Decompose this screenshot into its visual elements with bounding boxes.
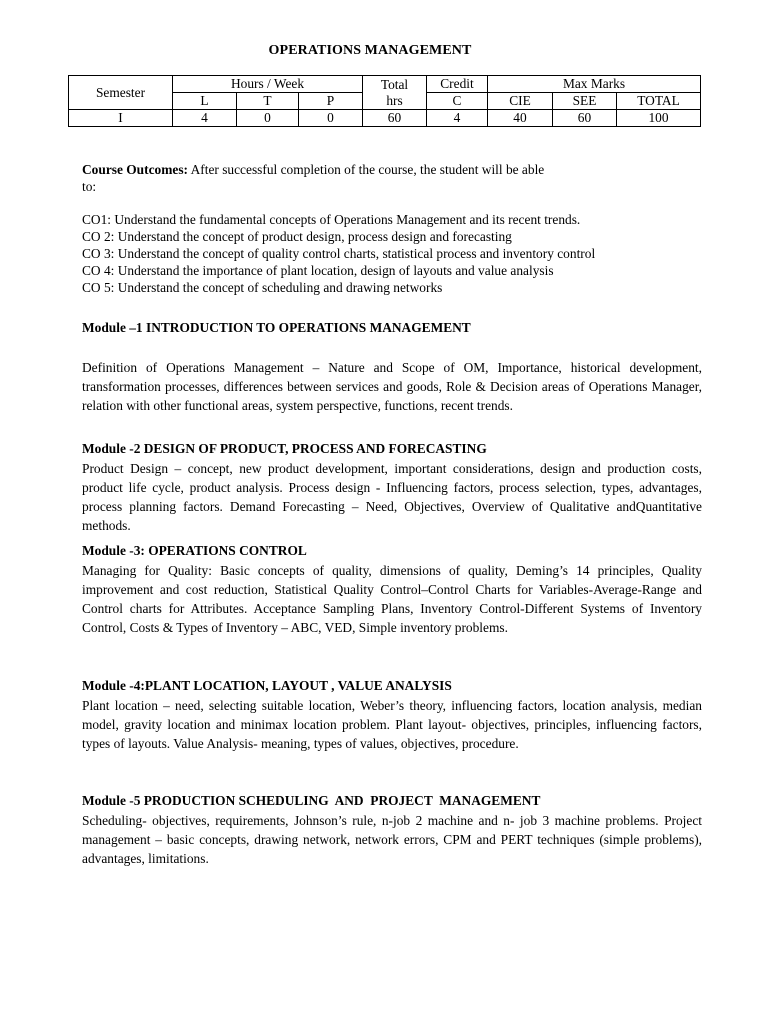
total-marks-cell: 100 xyxy=(617,110,701,127)
p-cell: 0 xyxy=(299,110,363,127)
credit-header: Credit xyxy=(427,76,488,93)
module-5-body: Scheduling- objectives, requirements, Johnson’s rule, n-job 2 machine and n- job 3 machine problems. Project management – basic concepts, drawing network, network errors, CPM and PERT techniques (simple problems), advantages, limitations. xyxy=(82,813,702,866)
course-outcomes-text: After successful completion of the course, the student will be able xyxy=(188,162,545,177)
cie-cell: 40 xyxy=(488,110,553,127)
course-outcomes-intro xyxy=(82,161,702,195)
semester-header: Semester xyxy=(69,76,173,110)
list-item: CO 3: Understand the concept of quality control charts, statistical process and inventory control xyxy=(82,246,596,261)
credit-cell: 4 xyxy=(427,110,488,127)
list-item: CO 2: Understand the concept of product design, process design and forecasting xyxy=(82,229,512,244)
module-5-heading: Module -5 PRODUCTION SCHEDULING AND PROJECT MANAGEMENT xyxy=(82,793,541,808)
module-3-heading: Module -3: OPERATIONS CONTROL xyxy=(82,543,307,558)
t-subheader: T xyxy=(237,93,299,110)
hours-week-header: Hours / Week xyxy=(173,76,363,93)
list-item: CO 4: Understand the importance of plant location, design of layouts and value analysis xyxy=(82,263,554,278)
list-item: CO 5: Understand the concept of scheduling and drawing networks xyxy=(82,280,443,295)
course-scheme-table xyxy=(68,75,701,127)
course-outcomes-text-continued: to: xyxy=(82,179,97,194)
course-outcomes-lead xyxy=(82,161,702,178)
module-3-body: Managing for Quality: Basic concepts of quality, dimensions of quality, Deming’s 14 principles, Quality improvement and cost reduction, Statistical Quality Control–Control Charts for Variables-Average-Range and Control charts for Attributes. Acceptance Sampling Plans, Inventory Control-Different Systems of Inventory Control, Costs & Types of Inventory – ABC, VED, Simple inventory problems. xyxy=(82,563,702,635)
course-outcomes-list xyxy=(82,211,702,296)
see-subheader: SEE xyxy=(553,93,617,110)
module-1-body: Definition of Operations Management – Nature and Scope of OM, Importance, historical development, transformation processes, differences between services and goods, Role & Decision areas of Operations Manager, relation with other functional areas, system perspective, functions, recent trends. xyxy=(82,360,702,413)
table-row xyxy=(69,110,701,127)
list-item: CO1: Understand the fundamental concepts of Operations Management and its recent trends. xyxy=(82,212,581,227)
total-hrs-sub: hrs xyxy=(386,92,403,108)
total-hrs-header xyxy=(363,76,427,110)
p-subheader: P xyxy=(299,93,363,110)
l-cell: 4 xyxy=(173,110,237,127)
module-4-heading: Module -4:PLANT LOCATION, LAYOUT , VALUE ANALYSIS xyxy=(82,678,452,693)
module-1-heading: Module –1 INTRODUCTION TO OPERATIONS MANAGEMENT xyxy=(82,320,471,335)
course-outcomes-label: Course Outcomes: xyxy=(82,162,188,177)
total-hrs-cell: 60 xyxy=(363,110,427,127)
module-2-heading: Module -2 DESIGN OF PRODUCT, PROCESS AND FORECASTING xyxy=(82,441,487,456)
l-subheader: L xyxy=(173,93,237,110)
t-cell: 0 xyxy=(237,110,299,127)
c-subheader: C xyxy=(427,93,488,110)
module-4-body: Plant location – need, selecting suitable location, Weber’s theory, influencing factors, location analysis, median model, gravity location and minimax location problem. Plant layout- objectives, principles, influencing factors, types of layouts. Value Analysis- meaning, types of values, objectives, procedure. xyxy=(82,698,702,751)
module-2-body: Product Design – concept, new product development, important considerations, design and production costs, product life cycle, product analysis. Process design - Influencing factors, process selection, types, advantages, process planning factors. Demand Forecasting – Need, Objectives, Overview of Qualitative andQuantitative methods. xyxy=(82,461,702,533)
total-hrs-label: Total xyxy=(380,76,409,92)
semester-cell: I xyxy=(69,110,173,127)
cie-subheader: CIE xyxy=(488,93,553,110)
max-marks-header: Max Marks xyxy=(488,76,701,93)
total-subheader: TOTAL xyxy=(617,93,701,110)
see-cell: 60 xyxy=(553,110,617,127)
page-title: OPERATIONS MANAGEMENT xyxy=(268,43,472,58)
